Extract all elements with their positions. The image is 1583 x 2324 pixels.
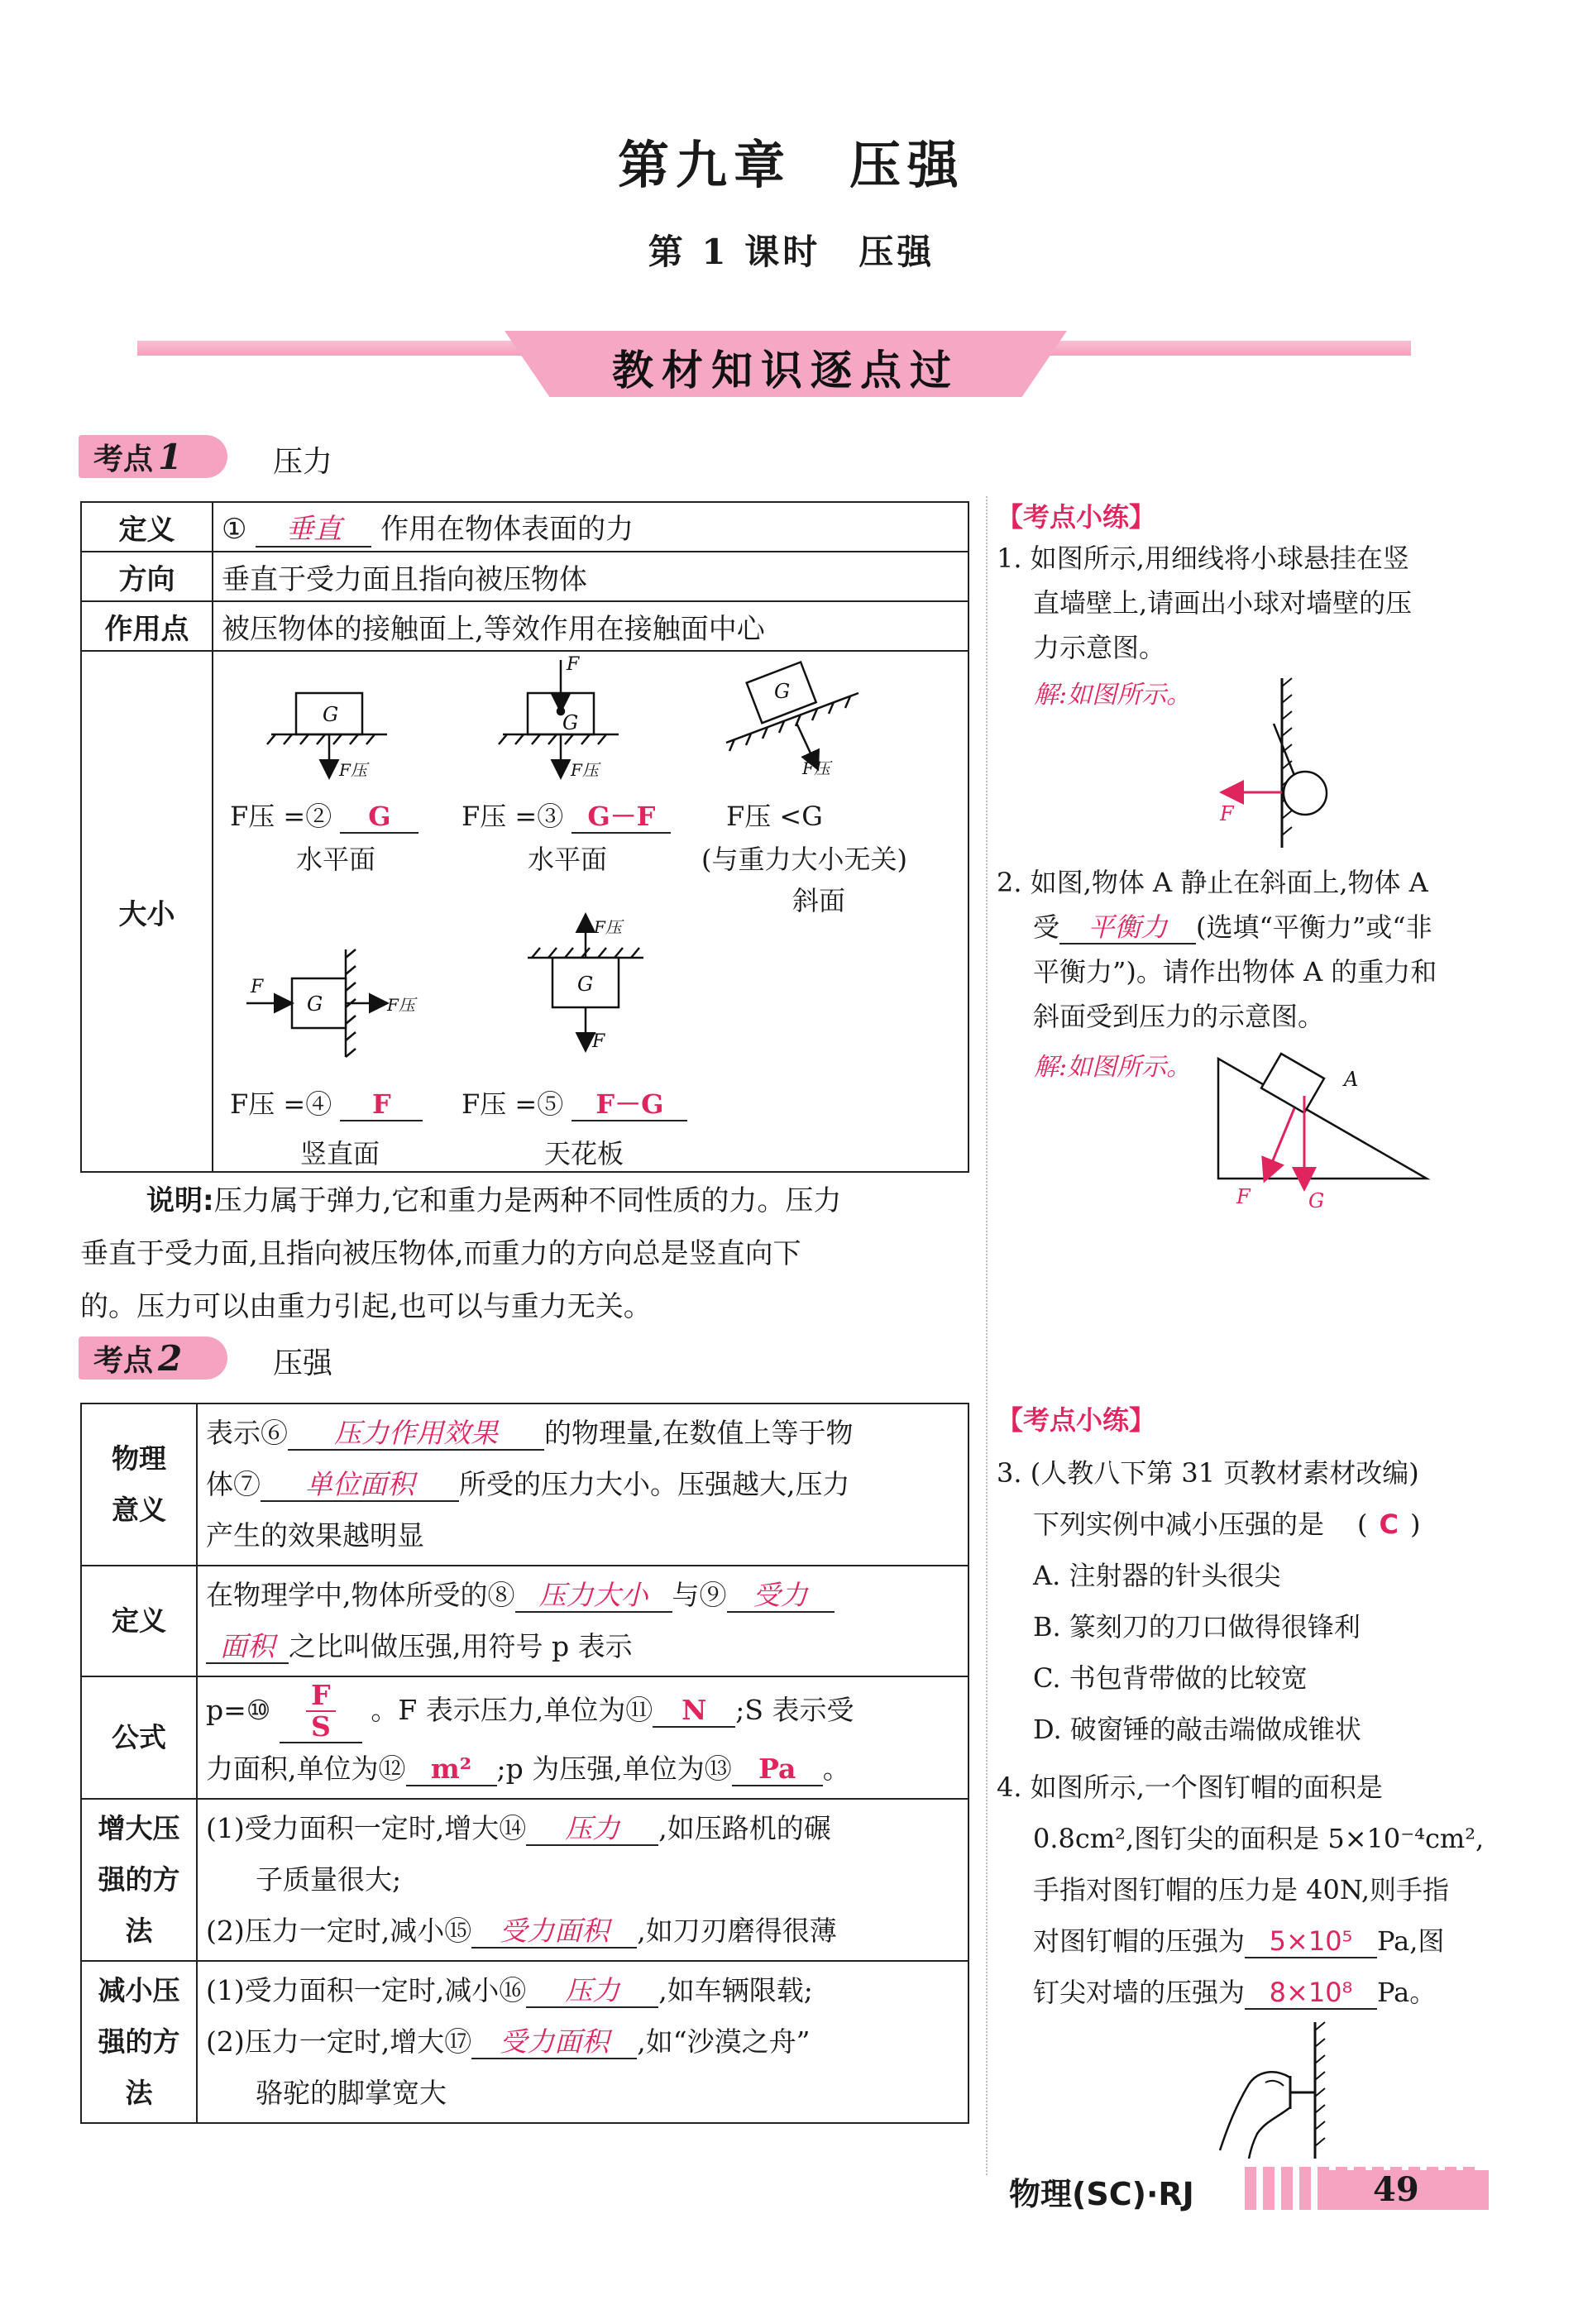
question-1: [997, 536, 1493, 670]
head-line: 法: [125, 1915, 153, 1947]
answer-text: 8×10⁸: [1269, 1977, 1353, 2008]
text: ;p 为压强,单位为⑬: [496, 1753, 732, 1785]
answer-blank: [340, 1089, 423, 1121]
question-4: [997, 1762, 1501, 2018]
text: 。: [822, 1753, 850, 1785]
case5-surface: 天花板: [544, 1138, 624, 1170]
practice1-heading: 【考点小练】: [997, 501, 1156, 533]
denominator: S: [310, 1710, 331, 1743]
text: ;S 表示受: [735, 1694, 854, 1726]
kaodian-1-tag: [79, 435, 227, 478]
text: 受: [1033, 911, 1060, 943]
answer-text: m²: [430, 1753, 472, 1785]
answer-text: C: [1379, 1509, 1399, 1540]
head-line: 物理: [112, 1442, 166, 1475]
question-3: [997, 1447, 1493, 1755]
svg-text:F压: F压: [339, 760, 367, 781]
answer-blank: [1245, 1926, 1377, 1958]
answer-text: 5×10⁵: [1269, 1925, 1353, 1957]
row-head: [81, 1403, 197, 1566]
q-line: [997, 905, 1493, 949]
table-row: [81, 552, 968, 601]
head-line: 意义: [112, 1494, 166, 1526]
q-line: 1. 如图所示,用细线将小球悬挂在竖: [997, 543, 1409, 574]
table-row: [81, 1566, 968, 1676]
text: 与⑨: [672, 1579, 727, 1611]
text: 产生的效果越明显: [206, 1519, 424, 1552]
svg-text:F: F: [251, 977, 264, 998]
text: Pa。: [1377, 1977, 1437, 2008]
case2-label: [462, 796, 671, 834]
option-c: C. 书包背带做的比较宽: [1033, 1662, 1308, 1694]
row-head: 定义: [81, 1566, 197, 1676]
row-head: [81, 1961, 197, 2123]
diagram-vertical-wall: [246, 949, 418, 1057]
fig-label-a: A: [1344, 1068, 1359, 1091]
answer-text: F: [372, 1088, 391, 1121]
answer-blank: [288, 1418, 544, 1451]
answer-blank: [406, 1753, 497, 1786]
case3-label: F压 <G: [726, 801, 823, 833]
svg-text:G: G: [562, 711, 579, 735]
svg-text:G: G: [323, 703, 339, 727]
answer-blank: [471, 2026, 637, 2059]
text: 表示⑥: [206, 1417, 288, 1449]
q-line: 2. 如图,物体 A 静止在斜面上,物体 A: [997, 867, 1428, 898]
size-cell: [213, 651, 968, 1172]
head-line: 法: [125, 2077, 153, 2109]
text: 对图钉帽的压强为: [1033, 1925, 1246, 1957]
row-head: 定义: [81, 502, 213, 552]
row-head: 公式: [81, 1676, 197, 1799]
text: p=⑩: [206, 1694, 271, 1726]
answer-text: 压力: [565, 1974, 620, 2006]
head-line: 强的方: [98, 1863, 180, 1896]
answer-blank: [1059, 912, 1196, 944]
q1-figure: [1208, 674, 1356, 864]
svg-text:F: F: [592, 1031, 605, 1053]
question-2: [997, 860, 1493, 1039]
answer-text: F－G: [595, 1088, 664, 1121]
answer-text: G－F: [587, 801, 656, 833]
q-line: 平衡力”)。请作出物体 A 的重力和: [1033, 956, 1437, 987]
text: ,如车辆限载;: [658, 1974, 813, 2006]
row-text: 垂直于受力面且指向被压物体: [213, 552, 968, 601]
table-row: [81, 1403, 968, 1566]
text: (1)受力面积一定时,减小⑯: [206, 1974, 527, 2006]
answer-text: 压力: [565, 1812, 620, 1844]
answer-text: 受力面积: [500, 2025, 610, 2058]
head-line: 减小压: [98, 1974, 180, 2006]
formula-text: F压 =⑤: [462, 1088, 564, 1121]
circle-num: ①: [222, 513, 247, 546]
q1-solution: 解:如图所示。: [1034, 681, 1192, 710]
answer-text: 垂直: [285, 513, 342, 546]
answer-blank: [340, 801, 418, 834]
diagram-horizontal-block: [267, 693, 387, 780]
table-row: [81, 1799, 968, 1961]
row-head: 作用点: [81, 601, 213, 651]
case3-surface: 斜面: [792, 885, 846, 917]
svg-text:F压: F压: [387, 995, 415, 1016]
row-text: 被压物体的接触面上,等效作用在接触面中心: [213, 601, 968, 651]
answer-blank: [471, 1915, 637, 1949]
text: ,如压路机的碾: [658, 1812, 831, 1844]
row-head: 大小: [81, 651, 213, 1172]
footer-subject: 物理(SC)·RJ: [1009, 2176, 1194, 2212]
row-content: [197, 1566, 968, 1676]
q-line: 力示意图。: [1033, 632, 1166, 663]
tag-number: 2: [158, 1337, 183, 1379]
option-d: D. 破窗锤的敲击端做成锥状: [1033, 1714, 1361, 1745]
text: 体⑦: [206, 1468, 261, 1500]
svg-text:F压: F压: [594, 917, 622, 938]
diagram-incline-block: [726, 662, 858, 778]
case4-label: [230, 1083, 423, 1121]
answer-text: 受力: [753, 1579, 808, 1611]
row-content: [197, 1961, 968, 2123]
tag-label: 考点: [93, 1343, 154, 1378]
kaodian-2-title: 压强: [273, 1346, 333, 1380]
formula-text: F压 =②: [230, 801, 332, 833]
text: (1)受力面积一定时,增大⑭: [206, 1812, 527, 1844]
answer-blank: [261, 1469, 459, 1502]
answer-text: 压力大小: [538, 1579, 648, 1611]
text: 之比叫做压强,用符号 p 表示: [289, 1630, 633, 1662]
svg-text:G: G: [774, 680, 791, 704]
option-b: B. 篆刻刀的刀口做得很锋利: [1033, 1611, 1361, 1643]
text: (选填“平衡力”或“非: [1196, 911, 1432, 943]
row-content: [197, 1403, 968, 1566]
row-content: [197, 1676, 968, 1799]
row-content: [213, 502, 968, 552]
text: ,如“沙漠之舟”: [637, 2025, 811, 2058]
q-line: 手指对图钉帽的压力是 40N,则手指: [1033, 1874, 1450, 1906]
text: 子质量很大;: [256, 1863, 402, 1896]
answer-blank: [732, 1753, 823, 1786]
fraction-blank: [280, 1681, 362, 1743]
banner-title: 教材知识逐点过: [612, 347, 959, 395]
table-row: [81, 601, 968, 651]
diagram-block-pushed-down: [499, 654, 619, 780]
text: Pa,图: [1377, 1925, 1445, 1957]
answer-blank: [515, 1580, 672, 1613]
row-head: 方向: [81, 552, 213, 601]
answer-blank: [572, 1089, 687, 1121]
table-row: [81, 502, 968, 552]
q-line: 下列实例中减小压强的是 ( C ): [1033, 1509, 1421, 1540]
text: (2)压力一定时,减小⑮: [206, 1915, 472, 1947]
answer-blank: [572, 801, 671, 834]
tag-label: 考点: [93, 442, 154, 476]
svg-text:G: G: [577, 973, 594, 997]
answer-text: 单位面积: [305, 1468, 414, 1500]
practice2-heading: 【考点小练】: [997, 1404, 1156, 1436]
note-line: 垂直于受力面,且指向被压物体,而重力的方向总是竖直向下: [80, 1237, 801, 1270]
answer-text: 面积: [220, 1630, 275, 1662]
answer-blank: [526, 1813, 658, 1846]
answer-text: 受力面积: [500, 1915, 610, 1947]
head-line: 增大压: [98, 1812, 180, 1844]
row-text: 作用在物体表面的力: [380, 513, 634, 546]
note-label: 说明:: [146, 1184, 214, 1217]
note-text: 压力属于弹力,它和重力是两种不同性质的力。压力: [213, 1184, 842, 1217]
kaodian-1-title: 压力: [273, 445, 333, 479]
text: ,如刀刃磨得很薄: [637, 1915, 837, 1947]
lesson-title: 第 1 课时 压强: [648, 232, 935, 272]
answer-text: N: [682, 1694, 707, 1726]
table-row: [81, 1676, 968, 1799]
diagram-ceiling: [528, 916, 643, 1052]
text: (2)压力一定时,增大⑰: [206, 2025, 472, 2058]
svg-text:F压: F压: [802, 758, 830, 779]
head-line: 强的方: [98, 2025, 180, 2058]
text: 。F 表示压力,单位为⑪: [371, 1694, 653, 1726]
answer-blank: [206, 1631, 289, 1664]
answer-text: G: [368, 801, 391, 833]
q4-thumbtack-figure: [1208, 2018, 1356, 2167]
case2-surface: 水平面: [528, 844, 608, 876]
q2-solution: 解:如图所示。: [1034, 1053, 1192, 1082]
table-row: [81, 651, 968, 1172]
case3-note: (与重力大小无关): [701, 844, 907, 876]
svg-text:F: F: [567, 654, 580, 676]
note-line: 的。压力可以由重力引起,也可以与重力无关。: [80, 1290, 652, 1323]
q-line: [997, 1967, 1501, 2018]
tag-number: 1: [158, 436, 183, 477]
case1-label: [230, 796, 418, 834]
text: 在物理学中,物体所受的⑧: [206, 1579, 515, 1611]
q-line: 3. (人教八下第 31 页教材素材改编): [997, 1457, 1419, 1489]
column-divider: [986, 496, 988, 2175]
text: 的物理量,在数值上等于物: [544, 1417, 854, 1449]
text: 骆驼的脚掌宽大: [256, 2077, 447, 2109]
fig-label-f: F: [1236, 1185, 1251, 1208]
pressure-table: [80, 501, 969, 1173]
case4-surface: 竖直面: [300, 1138, 380, 1170]
numerator: F: [306, 1681, 336, 1712]
q2-figure: [1208, 1038, 1456, 1220]
text: 钉尖对墙的压强为: [1033, 1977, 1246, 2008]
formula-text: F压 =③: [462, 801, 564, 833]
chapter-title: 第九章 压强: [617, 135, 965, 195]
fig-label-f: F: [1220, 802, 1234, 825]
answer-blank: [653, 1695, 735, 1728]
q-line: [997, 1915, 1501, 1967]
text: 下列实例中减小压强的是: [1033, 1509, 1325, 1540]
row-head: [81, 1799, 197, 1961]
kp1-note: [80, 1174, 973, 1333]
answer-blank: [526, 1975, 658, 2008]
case1-surface: 水平面: [296, 844, 376, 876]
text: 所受的压力大小。压强越大,压力: [459, 1468, 850, 1500]
row-content: [197, 1799, 968, 1961]
formula-text: F压 =④: [230, 1088, 332, 1121]
note-line: [80, 1174, 973, 1227]
answer-text: 平衡力: [1088, 911, 1168, 943]
fig-label-g: G: [1308, 1189, 1325, 1212]
q-line: 4. 如图所示,一个图钉帽的面积是: [997, 1772, 1383, 1803]
answer-blank: [727, 1580, 835, 1613]
kaodian-2-tag: [79, 1337, 227, 1380]
text: 力面积,单位为⑫: [206, 1753, 406, 1785]
q-line: 直墙壁上,请画出小球对墙壁的压: [1033, 587, 1413, 619]
q-line: 斜面受到压力的示意图。: [1033, 1001, 1325, 1032]
answer-text: Pa: [758, 1753, 796, 1785]
answer-blank: [1245, 1977, 1377, 2010]
page-number: 49: [1373, 2170, 1419, 2209]
svg-text:G: G: [307, 992, 323, 1016]
answer-blank: [256, 514, 371, 548]
svg-text:F压: F压: [571, 760, 599, 781]
answer-text: 压力作用效果: [334, 1417, 498, 1449]
q-line: 0.8cm²,图钉尖的面积是 5×10⁻⁴cm²,: [1033, 1823, 1485, 1854]
case5-label: [462, 1083, 687, 1121]
option-a: A. 注射器的针头很尖: [1033, 1560, 1281, 1591]
table-row: [81, 1961, 968, 2123]
pressure-intensity-table: [80, 1403, 969, 2124]
